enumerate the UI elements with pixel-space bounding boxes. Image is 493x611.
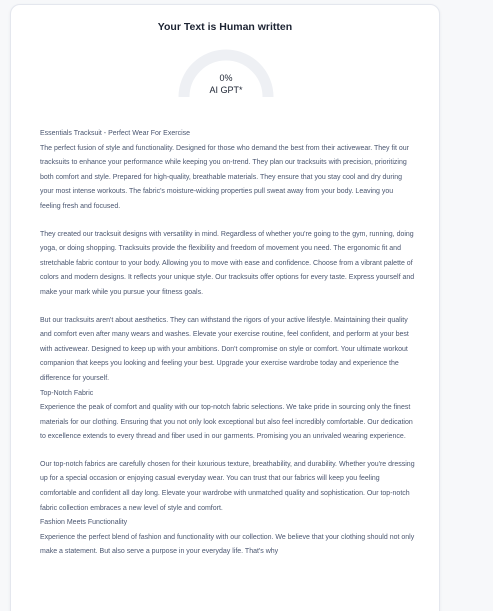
- analyzed-text: [40, 127, 415, 560]
- paragraph-gap: [40, 445, 415, 458]
- paragraph: Experience the perfect blend of fashion and functionality with our collection. We believe that your clothing should not only make a statement. But also serve a purpose in your everyday life. That's why: [40, 533, 415, 556]
- paragraph: But our tracksuits aren't about aesthetics. They can withstand the rigors of your active lifestyle. Maintaining their quality and comfort even after many wears and washes. Elevate your exercise routine, feel confident, and perform at your best with activewear. Designed to keep up with your ambitions. Don't compromise on style or comfort. Your ultimate workout companion that keeps you looking and feeling your best. Upgrade your exercise wardrobe today and experience the difference for yourself.: [40, 316, 409, 382]
- ai-gauge-label: AI GPT*: [209, 85, 243, 95]
- paragraph: The perfect fusion of style and functionality. Designed for those who demand the best from their activewear. They fit our tracksuits to enhance your performance while keeping you on-trend. They plan our tracksuits with precision, prioritizing both comfort and style. Prepared for high-quality, breathable materials. They ensure that you stay cool and dry during your most intense workouts. The fabric's moisture-wicking properties pull sweat away from your body. Leaving you feeling fresh and focused.: [40, 144, 409, 210]
- ai-score-gauge: [176, 43, 276, 99]
- paragraph-gap: [40, 215, 415, 228]
- paragraph: They created our tracksuit designs with versatility in mind. Regardless of whether you're going to the gym, running, doing yoga, or doing shopping. Tracksuits provide the flexibility and freedom of movement you need. The ergonomic fit and stretchable fabric contour to your body. Allowing you to move with ease and confidence. Choose from a vibrant palette of colors and modern designs. It reflects your unique style. Our tracksuits offer options for every taste. Express yourself and make your mark while you pursue your fitness goals.: [40, 230, 415, 296]
- section-heading: Top-Notch Fabric: [40, 389, 94, 397]
- paragraph: Experience the peak of comfort and quality with our top-notch fabric selections. We take pride in sourcing only the finest materials for our clothing. Ensuring that you not only look exceptional but also feel incredibly comfortable. Our dedication to excellence extends to every thread and fiber used in our garments. Promising you an unrivaled wearing experience.: [40, 404, 413, 441]
- ai-percent-value: 0%: [219, 73, 233, 83]
- paragraph: Our top-notch fabrics are carefully chosen for their luxurious texture, breathability, and durability. Whether you're dressing up for a special occasion or enjoying casual everyday wear. You can trust that our fabrics will keep you feeling comfortable and confident all day long. Elevate your wardrobe with unmatched quality and sophistication. Our top-notch fabric collection embraces a new level of style and comfort.: [40, 460, 415, 512]
- result-card: [10, 4, 440, 611]
- paragraph-gap: [40, 301, 415, 314]
- section-heading: Fashion Meets Functionality: [40, 519, 128, 527]
- section-heading: Essentials Tracksuit - Perfect Wear For Exercise: [40, 130, 191, 137]
- result-title: Your Text is Human written: [157, 21, 293, 33]
